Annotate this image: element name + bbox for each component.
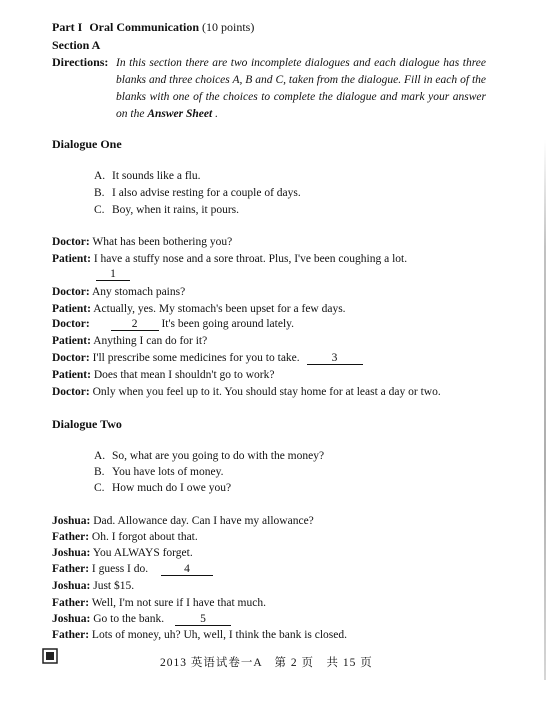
part-points: (10 points) (202, 20, 255, 34)
line-text: Oh. I forgot about that. (91, 531, 198, 543)
line-text: Actually, yes. My stomach's been upset for a few days. (93, 303, 346, 315)
choice-b (94, 187, 301, 199)
directions-label: Directions: (52, 55, 109, 69)
part-title: Oral Communication (89, 20, 199, 34)
choice-c (94, 204, 239, 216)
line-text: You ALWAYS forget. (92, 547, 193, 559)
choice-text: I also advise resting for a couple of days. (112, 187, 301, 199)
line-text: I have a stuffy nose and a sore throat. Plus, I've been coughing a lot. (93, 253, 408, 265)
dialogue-line (52, 286, 185, 298)
speaker: Patient: (52, 303, 91, 315)
dialogue-line (52, 580, 134, 592)
dialogue-line (52, 335, 207, 347)
dialogue-line (96, 268, 130, 281)
speaker: Joshua: (52, 547, 91, 559)
blank-1[interactable]: 1 (96, 268, 130, 281)
choice-text: It sounds like a flu. (112, 170, 201, 182)
dialogue-line (52, 369, 274, 381)
choice-letter: B. (94, 466, 105, 478)
dialogue-line (52, 531, 198, 543)
line-text: Well, I'm not sure if I have that much. (91, 597, 266, 609)
choice-text: So, what are you going to do with the money? (112, 450, 325, 462)
line-text: Anything I can do for it? (93, 335, 208, 347)
dialogue-line (52, 597, 266, 609)
choice-letter: C. (94, 204, 105, 216)
choice-text: You have lots of money. (112, 466, 224, 478)
dialogue-line (52, 386, 441, 398)
choice-c (94, 482, 231, 494)
speaker: Patient: (52, 369, 91, 381)
speaker: Doctor: (52, 352, 90, 364)
part-label: Part I (52, 20, 83, 34)
choice-letter: A. (94, 450, 106, 462)
part-heading (52, 20, 254, 35)
choice-text: How much do I owe you? (112, 482, 232, 494)
line-text: I guess I do. (91, 563, 149, 575)
scan-edge-shadow (544, 140, 546, 680)
line-text: Lots of money, uh? Uh, well, I think the bank is closed. (91, 629, 348, 641)
choice-text: Boy, when it rains, it pours. (112, 204, 240, 216)
choice-letter: A. (94, 170, 106, 182)
blank-2[interactable]: 2 (111, 318, 159, 331)
speaker: Doctor: (52, 236, 90, 248)
speaker: Joshua: (52, 580, 91, 592)
speaker: Doctor: (52, 286, 90, 298)
blank-3[interactable]: 3 (307, 352, 363, 365)
speaker: Father: (52, 531, 90, 543)
line-text: Dad. Allowance day. Can I have my allowance? (93, 515, 314, 527)
directions-end: . (212, 108, 218, 120)
answer-sheet-text: Answer Sheet (147, 108, 213, 120)
dialogue-line (52, 613, 231, 626)
dialogue-line (52, 253, 407, 265)
line-text: What has been bothering you? (92, 236, 233, 248)
page-footer: 2013 英语试卷一A 第 2 页 共 15 页 (160, 657, 373, 669)
speaker: Doctor: (52, 318, 90, 330)
dialogue-one-title: Dialogue One (52, 137, 122, 151)
speaker: Doctor: (52, 386, 90, 398)
dialogue-two-title: Dialogue Two (52, 417, 122, 431)
line-text: I'll prescribe some medicines for you to take. (92, 352, 300, 364)
speaker: Patient: (52, 253, 91, 265)
directions-body: In this section there are two incomplete dialogues and each dialogue has three blanks and three choices A, B and C, taken from the dialogue. Fill in each of the blanks with one of the choices to complete the dialogue and mark your answer on the (116, 57, 486, 120)
speaker: Joshua: (52, 515, 91, 527)
line-text: Any stomach pains? (91, 286, 186, 298)
speaker: Father: (52, 597, 90, 609)
blank-4[interactable]: 4 (161, 563, 213, 576)
line-text: It's been going around lately. (161, 318, 295, 330)
choice-letter: C. (94, 482, 105, 494)
dialogue-line (52, 236, 232, 248)
line-text: Go to the bank. (93, 613, 165, 625)
choice-b (94, 466, 224, 478)
section-label: Section A (52, 38, 101, 52)
dialogue-line (52, 629, 347, 641)
dialogue-line (52, 547, 193, 559)
corner-mark-icon (42, 648, 58, 664)
dialogue-line (52, 563, 213, 576)
line-text: Just $15. (93, 580, 135, 592)
blank-5[interactable]: 5 (175, 613, 231, 626)
choice-a (94, 450, 324, 462)
line-text: Does that mean I shouldn't go to work? (93, 369, 275, 381)
speaker: Father: (52, 563, 90, 575)
choice-a (94, 170, 200, 182)
speaker: Patient: (52, 335, 91, 347)
speaker: Joshua: (52, 613, 91, 625)
directions-text (116, 55, 486, 123)
choice-letter: B. (94, 187, 105, 199)
dialogue-line (52, 515, 314, 527)
line-text: Only when you feel up to it. You should stay home for at least a day or two. (92, 386, 441, 398)
speaker: Father: (52, 629, 90, 641)
dialogue-line (52, 352, 363, 365)
dialogue-line (52, 318, 294, 331)
dialogue-line (52, 303, 346, 315)
